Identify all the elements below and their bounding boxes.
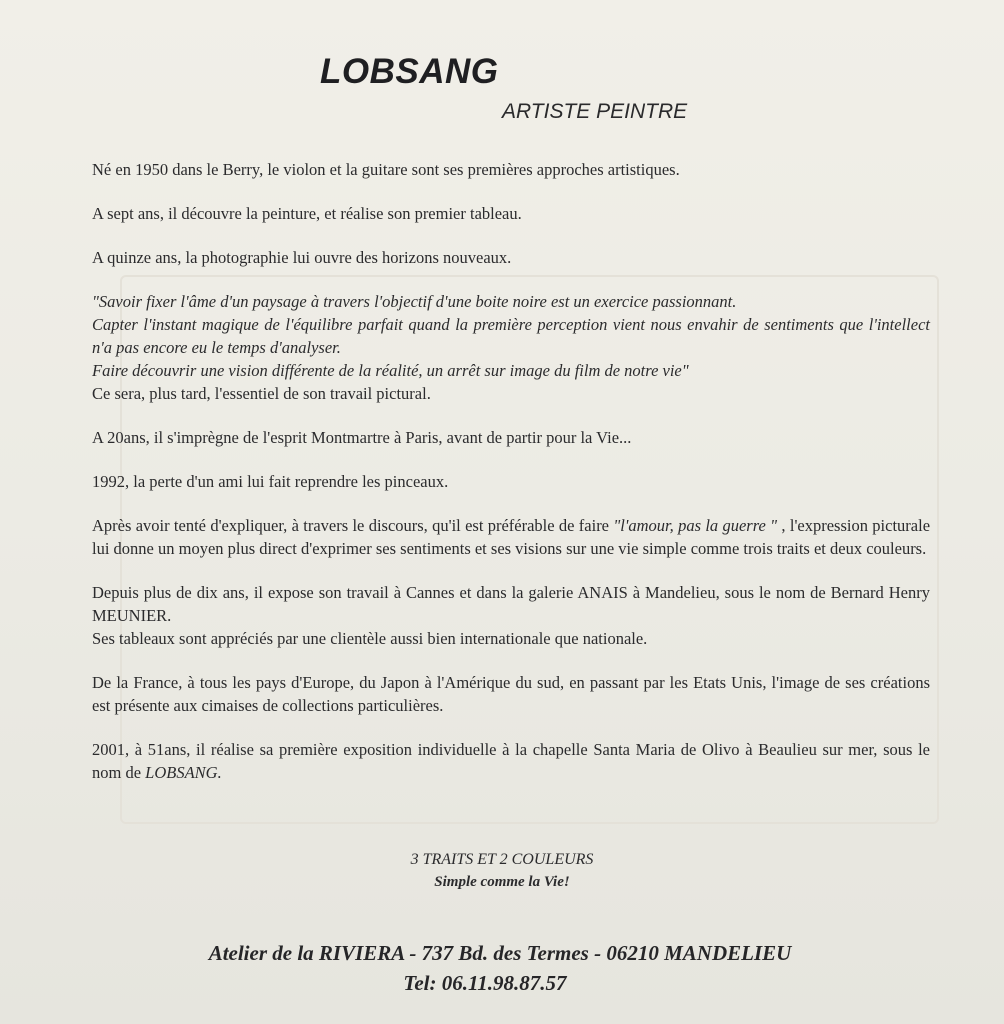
quote-line-3: Faire découvrir une vision différente de la réalité, un arrêt sur image du film de notre vie" <box>92 361 689 380</box>
paragraph-birth: Né en 1950 dans le Berry, le violon et la guitare sont ses premières approches artistiques. <box>92 160 680 179</box>
quote-conclusion: Ce sera, plus tard, l'essentiel de son travail pictural. <box>92 384 431 403</box>
footer-contact <box>0 938 1000 998</box>
paragraph-quote <box>92 290 930 405</box>
page-subtitle: ARTISTE PEINTRE <box>502 100 688 123</box>
biography-body <box>92 158 930 805</box>
paragraph-expression <box>92 514 930 560</box>
quote-line-2: Capter l'instant magique de l'équilibre parfait quand la première perception vient nous envahir de sentiments que l'intellect n'a pas encore eu le temps d'analyser. <box>92 315 930 357</box>
paragraph-montmartre: A 20ans, il s'imprègne de l'esprit Montmartre à Paris, avant de partir pour la Vie... <box>92 428 632 447</box>
expression-text-end: , l'expression picturale lui donne un moyen plus direct d'exprimer ses sentiments et ses visions sur une vie simple comme trois traits et deux couleurs. <box>92 516 931 558</box>
motto-line-1: 3 TRAITS ET 2 COULEURS <box>410 851 594 868</box>
expression-quote: "l'amour, pas la guerre " <box>613 516 778 535</box>
solo-show-name: LOBSANG. <box>145 763 222 782</box>
page-title: LOBSANG <box>320 52 499 91</box>
solo-show-text: 2001, à 51ans, il réalise sa première exposition individuelle à la chapelle Santa Maria de Olivo à Beaulieu sur mer, sous le nom de <box>92 740 930 782</box>
exhibitions-line-1: Depuis plus de dix ans, il expose son travail à Cannes et dans la galerie ANAIS à Mandelieu, sous le nom de Bernard Henry MEUNIER. <box>92 583 930 625</box>
footer-telephone: Tel: 06.11.98.87.57 <box>403 971 567 995</box>
motto <box>0 849 1004 893</box>
paragraph-exhibitions <box>92 581 930 650</box>
paragraph-2001 <box>92 738 930 784</box>
paragraph-international: De la France, à tous les pays d'Europe, du Japon à l'Amérique du sud, en passant par les Etats Unis, l'image de ses créations est présente aux cimaises de collections particulières. <box>92 673 930 715</box>
quote-line-1: "Savoir fixer l'âme d'un paysage à travers l'objectif d'une boite noire est un exercice passionnant. <box>92 292 737 311</box>
expression-text-start: Après avoir tenté d'expliquer, à travers le discours, qu'il est préférable de faire <box>92 516 610 535</box>
paragraph-photography: A quinze ans, la photographie lui ouvre des horizons nouveaux. <box>92 248 512 267</box>
exhibitions-line-2: Ses tableaux sont appréciés par une clientèle aussi bien internationale que nationale. <box>92 629 648 648</box>
footer-address: Atelier de la RIVIERA - 737 Bd. des Termes - 06210 MANDELIEU <box>208 941 792 965</box>
paragraph-painting: A sept ans, il découvre la peinture, et réalise son premier tableau. <box>92 204 522 223</box>
paragraph-1992: 1992, la perte d'un ami lui fait reprendre les pinceaux. <box>92 472 449 491</box>
motto-line-2: Simple comme la Vie! <box>434 874 570 890</box>
